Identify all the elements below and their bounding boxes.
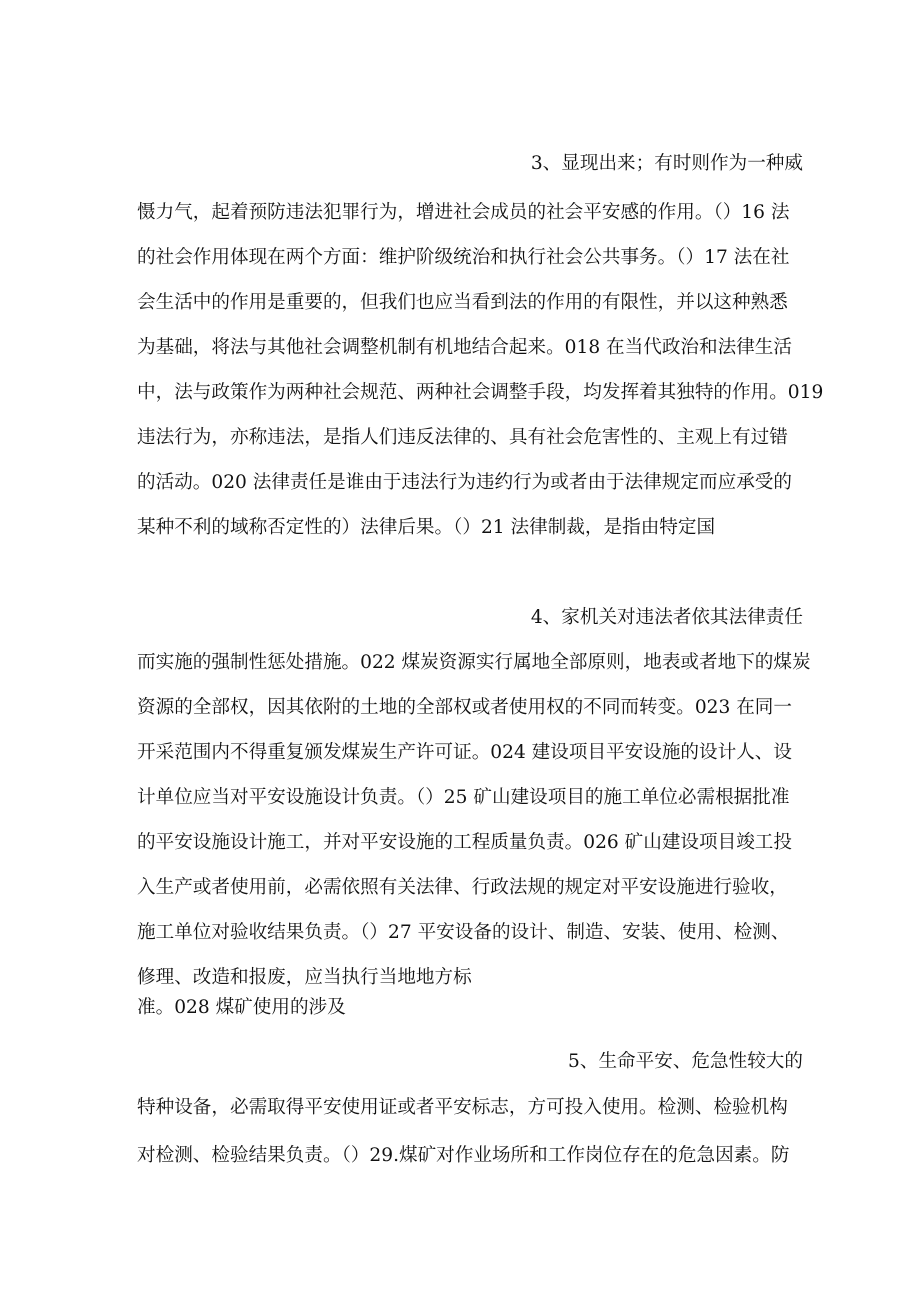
section-4-line-3: 开采范围内不得重复颁发煤炭生产许可证。024 建设项目平安设施的设计人、设 <box>137 742 792 763</box>
section-5-line-2: 对检测、检验结果负责。（）29.煤矿对作业场所和工作岗位存在的危急因素。防 <box>137 1145 790 1166</box>
section-3-line-8: 某种不利的域称否定性的）法律后果。（）21 法律制裁，是指由特定国 <box>137 517 716 538</box>
section-4-line-7: 施工单位对验收结果负责。（）27 平安设备的设计、制造、安装、使用、检测、 <box>137 922 790 943</box>
section-3-line-3: 会生活中的作用是重要的，但我们也应当看到法的作用的有限性，并以这种熟悉 <box>137 292 788 313</box>
section-3-heading: 3、显现出来；有时则作为一种威 <box>530 153 803 174</box>
section-4-line-4: 计单位应当对平安设施设计负责。（）25 矿山建设项目的施工单位必需根据批准 <box>137 787 790 808</box>
section-4-heading: 4、家机关对违法者依其法律责任 <box>530 607 803 628</box>
section-3-line-2: 的社会作用体现在两个方面：维护阶级统治和执行社会公共事务。（）17 法在社 <box>137 247 790 268</box>
section-3-line-4: 为基础，将法与其他社会调整机制有机地结合起来。018 在当代政治和法律生活 <box>137 337 792 358</box>
section-4-line-9: 准。028 煤矿使用的涉及 <box>137 997 346 1018</box>
section-5-heading: 5、生命平安、危急性较大的 <box>568 1051 803 1072</box>
section-3-line-6: 违法行为，亦称违法，是指人们违反法律的、具有社会危害性的、主观上有过错 <box>137 427 788 448</box>
section-4-line-5: 的平安设施设计施工，并对平安设施的工程质量负责。026 矿山建设项目竣工投 <box>137 832 792 853</box>
section-4-line-8: 修理、改造和报废，应当执行当地地方标 <box>137 967 472 988</box>
section-3-line-7: 的活动。020 法律责任是谁由于违法行为违约行为或者由于法律规定而应承受的 <box>137 472 792 493</box>
section-4-line-2: 资源的全部权，因其依附的土地的全部权或者使用权的不同而转变。023 在同一 <box>137 697 792 718</box>
section-4-line-6: 入生产或者使用前，必需依照有关法律、行政法规的规定对平安设施进行验收， <box>137 877 788 898</box>
section-4-line-1: 而实施的强制性惩处措施。022 煤炭资源实行属地全部原则，地表或者地下的煤炭 <box>137 652 811 673</box>
section-3-line-5: 中，法与政策作为两种社会规范、两种社会调整手段，均发挥着其独特的作用。019 <box>137 382 824 403</box>
section-5-line-1: 特种设备，必需取得平安使用证或者平安标志，方可投入使用。检测、检验机构 <box>137 1097 788 1118</box>
section-3-line-1: 慑力气，起着预防违法犯罪行为，增进社会成员的社会平安感的作用。（）16 法 <box>137 202 790 223</box>
